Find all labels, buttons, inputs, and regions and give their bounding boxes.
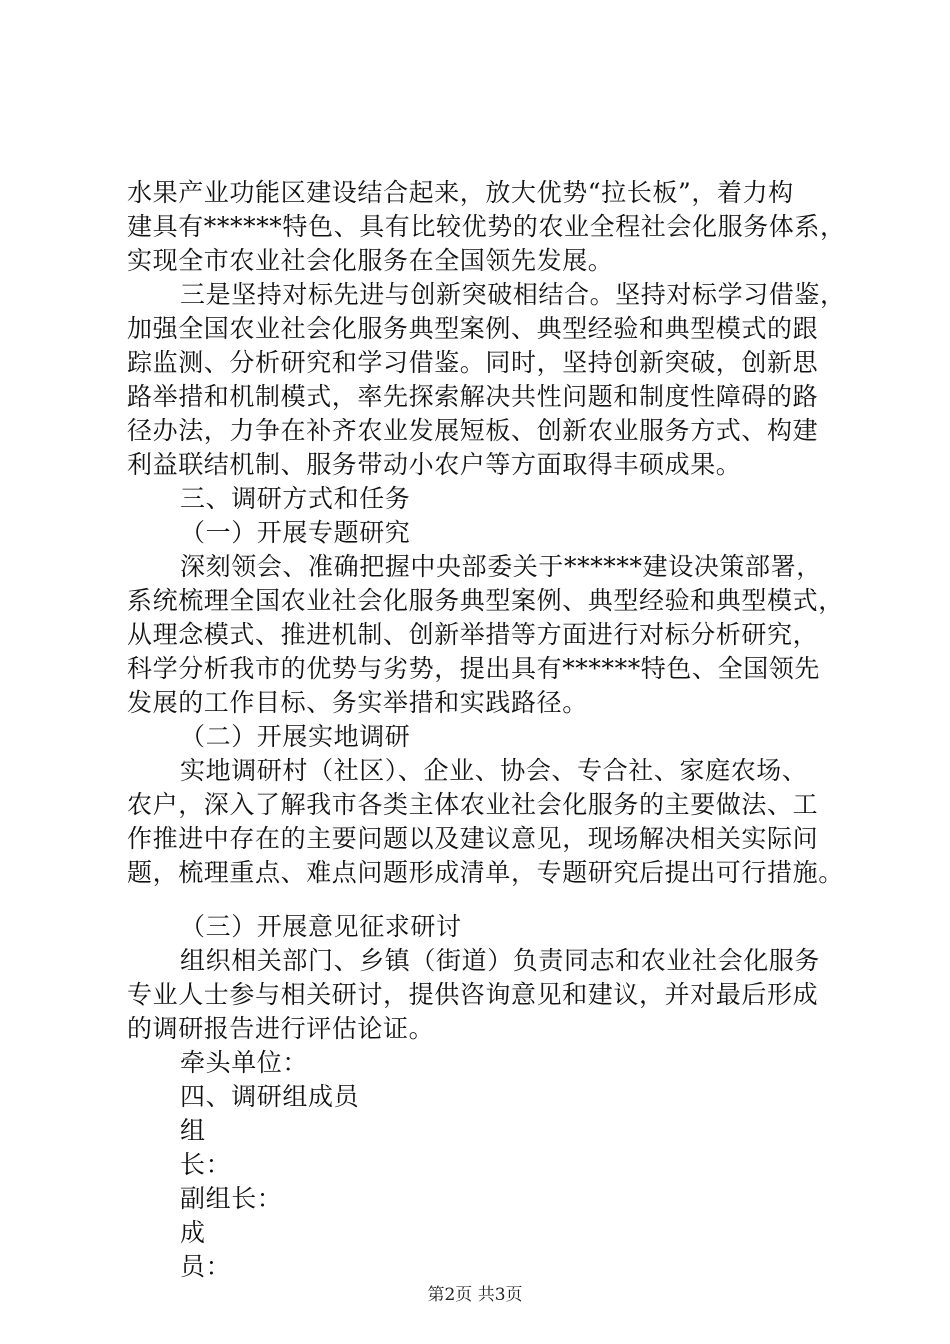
text-line-20: 作推进中存在的主要问题以及建议意见，现场解决相关实际问 — [127, 824, 819, 853]
text-line-8: 径办法，力争在补齐农业发展短板、创新农业服务方式、构建 — [127, 416, 819, 445]
text-line-15: 科学分析我市的优势与劣势，提出具有******特色、全国领先 — [127, 654, 821, 683]
page-footer: 第2页 共3页 — [427, 1285, 523, 1305]
text-line-24: 专业人士参与相关研讨，提供咨询意见和建议，并对最后形成 — [127, 980, 819, 1009]
subheading-3: （三）开展意见征求研讨 — [180, 912, 462, 941]
text-line-21: 题，梳理重点、难点问题形成清单，专题研究后提出可行措施。 — [127, 858, 844, 887]
subheading-1: （一）开展专题研究 — [180, 518, 411, 547]
text-line-6: 踪监测、分析研究和学习借鉴。同时，坚持创新突破，创新思 — [127, 348, 819, 377]
section-heading-4: 四、调研组成员 — [180, 1082, 360, 1111]
section-heading-3: 三、调研方式和任务 — [180, 484, 411, 513]
deputy-leader-label: 副组长： — [180, 1184, 283, 1213]
member-label-part2: 员： — [180, 1252, 232, 1281]
text-line-1: 水果产业功能区建设结合起来，放大优势“拉长板”，着力构 — [127, 178, 794, 207]
text-line-18: 实地调研村（社区）、企业、协会、专合社、家庭农场、 — [180, 756, 808, 785]
text-line-23: 组织相关部门、乡镇（街道）负责同志和农业社会化服务 — [180, 946, 821, 975]
text-line-9: 利益联结机制、服务带动小农户等方面取得丰硕成果。 — [127, 450, 742, 479]
text-line-25: 的调研报告进行评估论证。 — [127, 1014, 435, 1043]
text-line-16: 发展的工作目标、务实举措和实践路径。 — [127, 688, 588, 717]
member-label-part1: 成 — [180, 1218, 206, 1247]
leader-label-part2: 长： — [180, 1150, 232, 1179]
text-line-7: 路举措和机制模式，率先探索解决共性问题和制度性障碍的路 — [127, 382, 819, 411]
text-line-3: 实现全市农业社会化服务在全国领先发展。 — [127, 246, 614, 275]
lead-unit-label: 牵头单位： — [180, 1048, 309, 1077]
text-line-4: 三是坚持对标先进与创新突破相结合。坚持对标学习借鉴， — [180, 280, 846, 309]
text-line-19: 农户，深入了解我市各类主体农业社会化服务的主要做法、工 — [127, 790, 819, 819]
text-line-13: 系统梳理全国农业社会化服务典型案例、典型经验和典型模式， — [127, 586, 844, 615]
subheading-2: （二）开展实地调研 — [180, 722, 411, 751]
text-line-5: 加强全国农业社会化服务典型案例、典型经验和典型模式的跟 — [127, 314, 819, 343]
text-line-12: 深刻领会、准确把握中央部委关于******建设决策部署， — [180, 552, 822, 581]
leader-label-part1: 组 — [180, 1116, 206, 1145]
text-line-2: 建具有******特色、具有比较优势的农业全程社会化服务体系， — [127, 212, 846, 241]
text-line-14: 从理念模式、推进机制、创新举措等方面进行对标分析研究， — [127, 620, 819, 649]
